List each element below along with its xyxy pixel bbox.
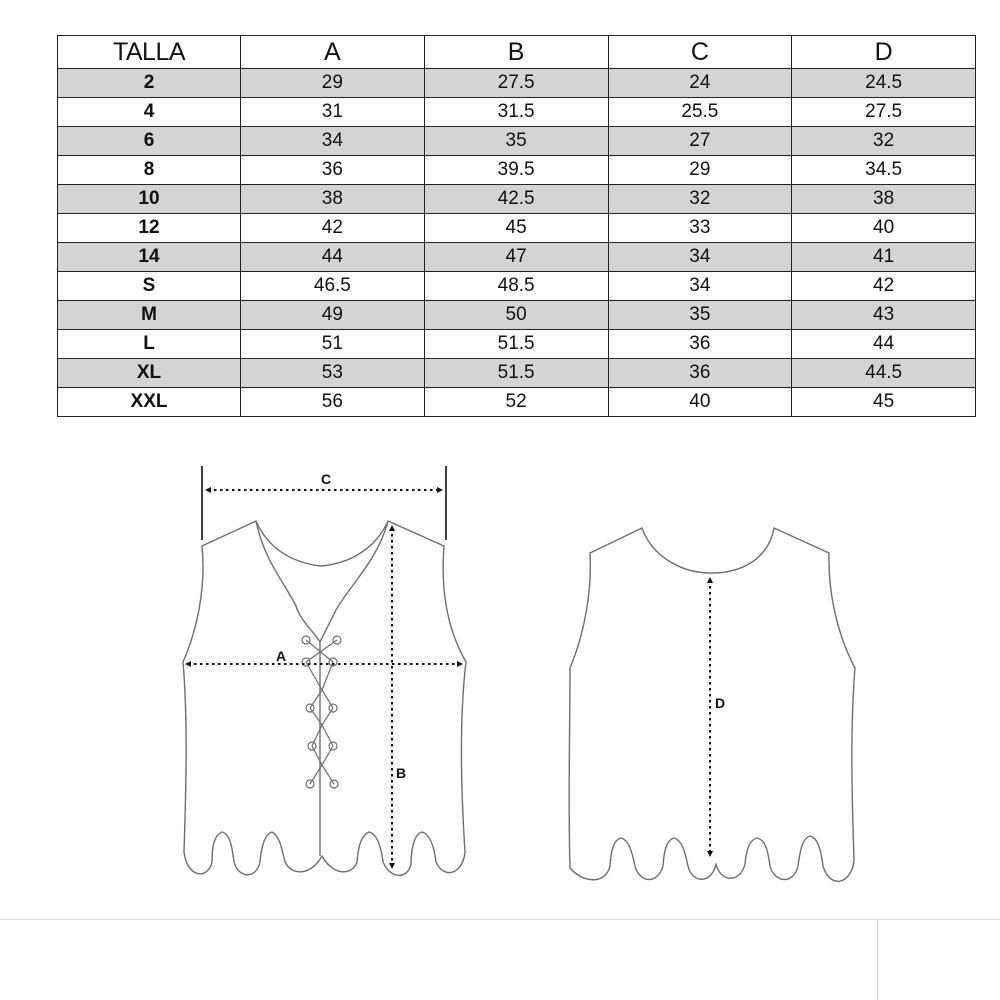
table-row	[58, 388, 976, 417]
size-cell: 12	[58, 214, 241, 243]
table-row	[58, 156, 976, 185]
back-vest	[569, 528, 855, 881]
measure-b-cell: 31.5	[424, 98, 608, 127]
size-cell: S	[58, 272, 241, 301]
size-cell: 6	[58, 127, 241, 156]
front-vest-neckline	[256, 521, 388, 642]
table-row	[58, 272, 976, 301]
measure-d-cell: 41	[792, 243, 976, 272]
table-row	[58, 243, 976, 272]
footer-divider-line	[0, 919, 1000, 920]
measure-a-cell: 31	[241, 98, 425, 127]
size-cell: 8	[58, 156, 241, 185]
measure-c-cell: 34	[608, 243, 792, 272]
measure-c-cell: 36	[608, 359, 792, 388]
measure-a-cell: 53	[241, 359, 425, 388]
size-chart-header-row	[58, 36, 976, 69]
measure-d-cell: 34.5	[792, 156, 976, 185]
measure-b-cell: 27.5	[424, 69, 608, 98]
measure-c-cell: 24	[608, 69, 792, 98]
footer-vertical-divider	[877, 920, 878, 1000]
measure-a-label: A	[276, 648, 287, 664]
measure-a-cell: 46.5	[241, 272, 425, 301]
table-row	[58, 69, 976, 98]
measure-d-cell: 24.5	[792, 69, 976, 98]
measure-d-cell: 44.5	[792, 359, 976, 388]
measure-c-label: C	[321, 471, 332, 487]
measure-d-cell: 45	[792, 388, 976, 417]
measure-c-cell: 34	[608, 272, 792, 301]
measure-a-cell: 49	[241, 301, 425, 330]
measure-d-cell: 27.5	[792, 98, 976, 127]
measure-c-cell: 29	[608, 156, 792, 185]
table-row	[58, 214, 976, 243]
size-cell: 10	[58, 185, 241, 214]
back-vest-outline	[569, 528, 855, 881]
vest-measurement-diagram	[0, 440, 1000, 900]
measure-c-cell: 33	[608, 214, 792, 243]
header-b: B	[424, 36, 608, 69]
measure-c-cell: 25.5	[608, 98, 792, 127]
size-cell: M	[58, 301, 241, 330]
measure-a-cell: 56	[241, 388, 425, 417]
front-vest-lacing	[302, 636, 341, 788]
table-row	[58, 127, 976, 156]
size-cell: L	[58, 330, 241, 359]
header-talla: TALLA	[58, 36, 241, 69]
measure-a-cell: 36	[241, 156, 425, 185]
measure-a-cell: 44	[241, 243, 425, 272]
size-cell: 14	[58, 243, 241, 272]
table-row	[58, 185, 976, 214]
size-cell: 2	[58, 69, 241, 98]
size-cell: 4	[58, 98, 241, 127]
measure-a-cell: 38	[241, 185, 425, 214]
size-cell: XL	[58, 359, 241, 388]
measure-d-label: D	[715, 695, 726, 711]
measure-b-cell: 47	[424, 243, 608, 272]
measure-d-cell: 42	[792, 272, 976, 301]
size-cell: XXL	[58, 388, 241, 417]
measure-c-cell: 40	[608, 388, 792, 417]
measure-b-cell: 39.5	[424, 156, 608, 185]
measure-b-cell: 48.5	[424, 272, 608, 301]
measure-b-cell: 51.5	[424, 359, 608, 388]
front-vest-outline	[183, 521, 466, 875]
measure-b-cell: 52	[424, 388, 608, 417]
measure-b-label: B	[396, 765, 407, 781]
measure-a-cell: 34	[241, 127, 425, 156]
front-vest	[183, 466, 466, 875]
measure-c-cell: 27	[608, 127, 792, 156]
measure-c-cell: 32	[608, 185, 792, 214]
header-d: D	[792, 36, 976, 69]
measure-b-cell: 35	[424, 127, 608, 156]
header-a: A	[241, 36, 425, 69]
measure-c-cell: 35	[608, 301, 792, 330]
measure-d-cell: 32	[792, 127, 976, 156]
measure-a-cell: 29	[241, 69, 425, 98]
measure-b-cell: 50	[424, 301, 608, 330]
measure-d-cell: 44	[792, 330, 976, 359]
measure-d-cell: 40	[792, 214, 976, 243]
measure-a-cell: 42	[241, 214, 425, 243]
table-row	[58, 301, 976, 330]
size-chart-table	[57, 35, 976, 417]
table-row	[58, 330, 976, 359]
table-row	[58, 359, 976, 388]
measure-c-cell: 36	[608, 330, 792, 359]
measure-a-cell: 51	[241, 330, 425, 359]
measure-d-cell: 43	[792, 301, 976, 330]
measure-d-cell: 38	[792, 185, 976, 214]
measure-b-cell: 45	[424, 214, 608, 243]
header-c: C	[608, 36, 792, 69]
table-row	[58, 98, 976, 127]
measure-b-cell: 42.5	[424, 185, 608, 214]
measure-b-cell: 51.5	[424, 330, 608, 359]
